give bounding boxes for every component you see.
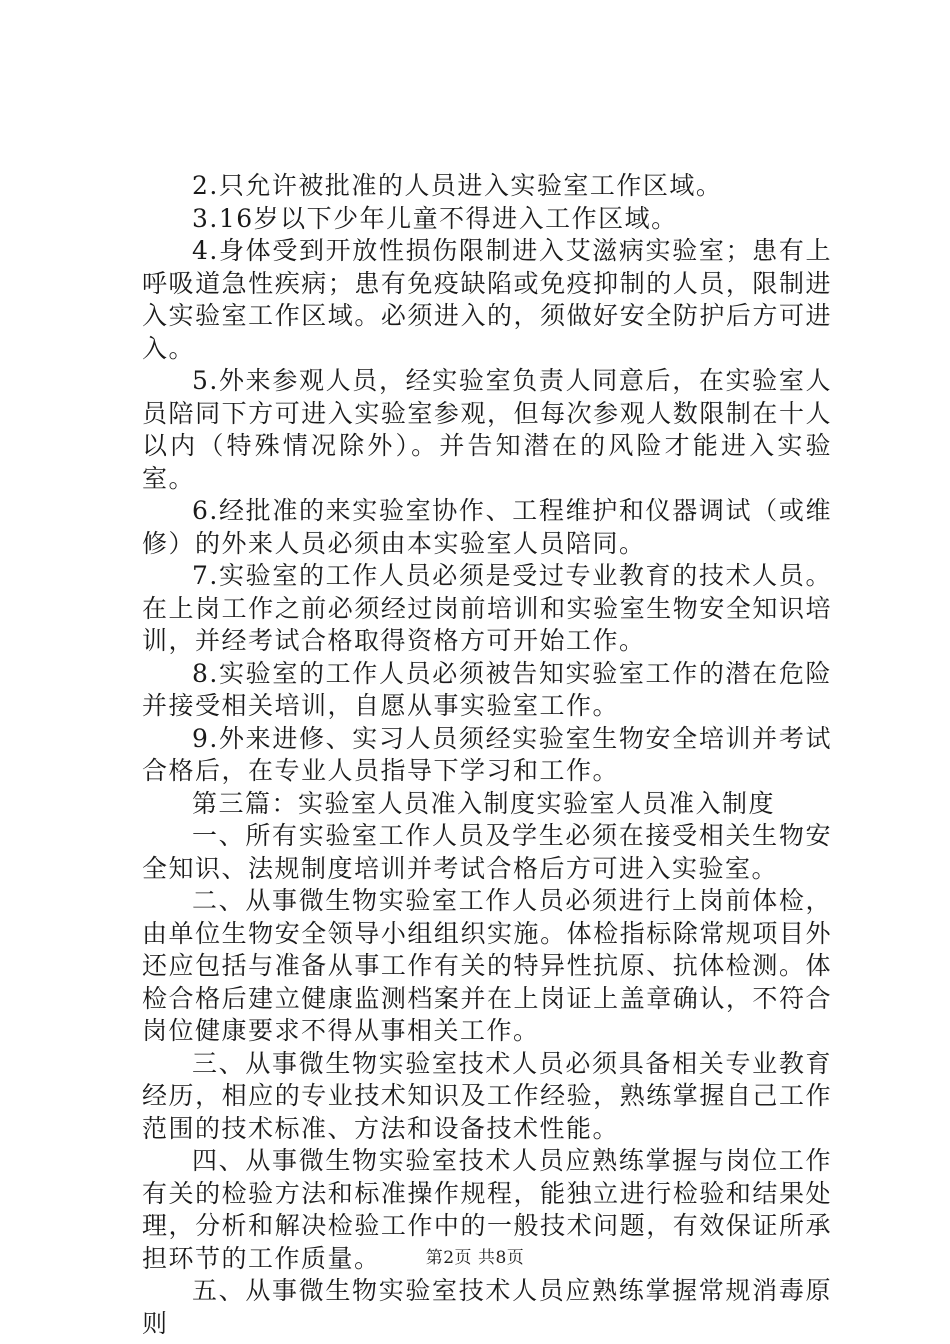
paragraph: 四、从事微生物实验室技术人员应熟练掌握与岗位工作有关的检验方法和标准操作规程，能独立进行检验和结果处理，分析和解决检验工作中的一般技术问题，有效保证所承担环节的工作质量。: [142, 1146, 832, 1273]
paragraph: 8.实验室的工作人员必须被告知实验室工作的潜在危险并接受相关培训，自愿从事实验室工作。: [142, 658, 832, 720]
section-heading: 第三篇：实验室人员准入制度实验室人员准入制度: [192, 788, 776, 818]
paragraph: 五、从事微生物实验室技术人员应熟练掌握常规消毒原则: [142, 1276, 832, 1338]
document-body: [142, 170, 832, 1340]
paragraph: 9.外来进修、实习人员须经实验室生物安全培训并考试合格后，在专业人员指导下学习和工作。: [142, 723, 832, 785]
paragraph: 7.实验室的工作人员必须是受过专业教育的技术人员。在上岗工作之前必须经过岗前培训和实验室生物安全知识培训，并经考试合格取得资格方可开始工作。: [142, 561, 832, 655]
paragraph: 4.身体受到开放性损伤限制进入艾滋病实验室；患有上呼吸道急性疾病；患有免疫缺陷或免疫抑制的人员，限制进入实验室工作区域。必须进入的，须做好安全防护后方可进入。: [142, 236, 832, 363]
paragraph: 二、从事微生物实验室工作人员必须进行上岗前体检，由单位生物安全领导小组组织实施。体检指标除常规项目外还应包括与准备从事工作有关的特异性抗原、抗体检测。体检合格后建立健康监测档案并在上岗证上盖章确认，不符合岗位健康要求不得从事相关工作。: [142, 886, 832, 1045]
paragraph: 三、从事微生物实验室技术人员必须具备相关专业教育经历，相应的专业技术知识及工作经验，熟练掌握自己工作范围的技术标准、方法和设备技术性能。: [142, 1048, 832, 1143]
paragraph: 6.经批准的来实验室协作、工程维护和仪器调试（或维修）的外来人员必须由本实验室人员陪同。: [142, 496, 832, 558]
page-number-footer: 第2页 共8页: [425, 1248, 525, 1268]
paragraph: 2.只允许被批准的人员进入实验室工作区域。: [192, 171, 723, 200]
paragraph: 一、所有实验室工作人员及学生必须在接受相关生物安全知识、法规制度培训并考试合格后方可进入实验室。: [142, 821, 832, 883]
paragraph: 3.16岁以下少年儿童不得进入工作区域。: [192, 203, 678, 233]
paragraph: 5.外来参观人员，经实验室负责人同意后，在实验室人员陪同下方可进入实验室参观，但每次参观人数限制在十人以内（特殊情况除外）。并告知潜在的风险才能进入实验室。: [142, 366, 832, 493]
